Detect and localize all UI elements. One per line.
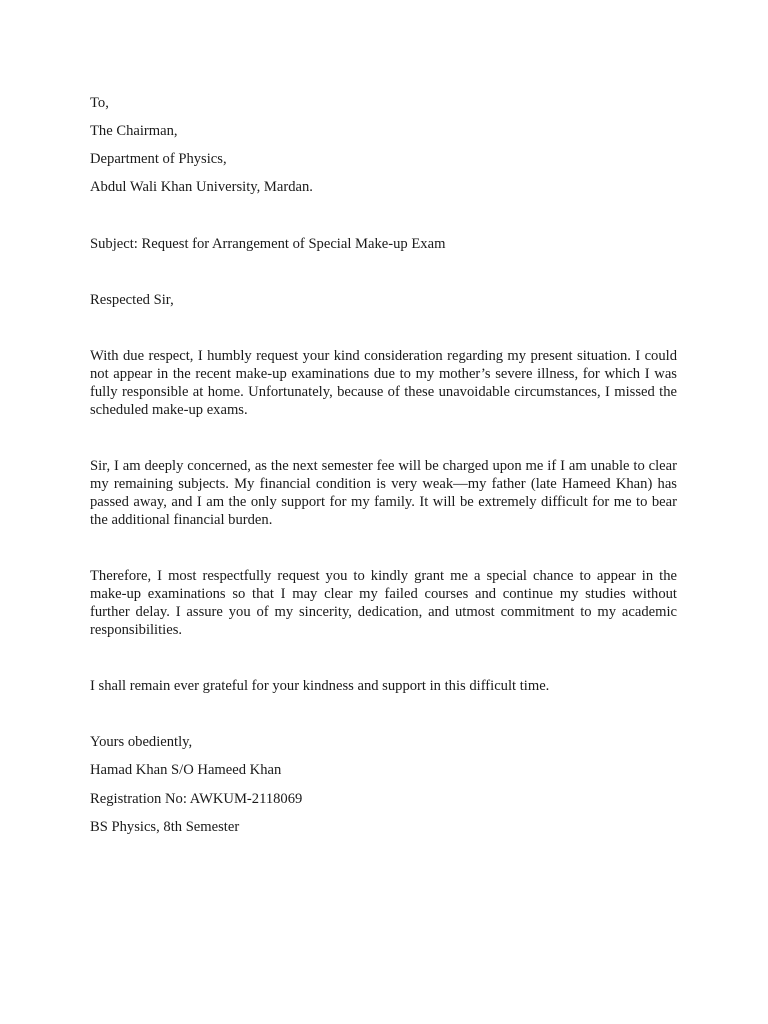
closing-name: Hamad Khan S/O Hameed Khan [90, 762, 282, 778]
recipient-title: The Chairman, [90, 123, 178, 139]
recipient-university: Abdul Wali Khan University, Mardan. [90, 179, 313, 195]
closing-registration: Registration No: AWKUM-2118069 [90, 791, 303, 807]
body-paragraph-1: With due respect, I humbly request your kind consideration regarding my present situation. I could not appear in the recent make-up examinations due to my mother’s severe illness, for which I was fully responsible at home. Unfortunately, because of these unavoidable circumstances, I missed the scheduled make-up exams. [90, 348, 677, 418]
recipient-to: To, [90, 95, 109, 111]
body-paragraph-3: Therefore, I most respectfully request you to kindly grant me a special chance to appear in the make-up examinations so that I may clear my failed courses and continue my studies without further delay. I assure you of my sincerity, dedication, and utmost commitment to my academic responsibilities. [90, 568, 677, 638]
closing-valediction: Yours obediently, [90, 734, 193, 750]
recipient-department: Department of Physics, [90, 151, 227, 167]
closing-program: BS Physics, 8th Semester [90, 819, 240, 835]
body-paragraph-4: I shall remain ever grateful for your kindness and support in this difficult time. [90, 678, 550, 694]
letter-subject: Subject: Request for Arrangement of Special Make-up Exam [90, 236, 446, 252]
body-paragraph-2: Sir, I am deeply concerned, as the next semester fee will be charged upon me if I am unable to clear my remaining subjects. My financial condition is very weak—my father (late Hameed Khan) has passed away, and I am the only support for my family. It will be extremely difficult for me to bear the additional financial burden. [90, 458, 677, 528]
letter-salutation: Respected Sir, [90, 292, 174, 308]
